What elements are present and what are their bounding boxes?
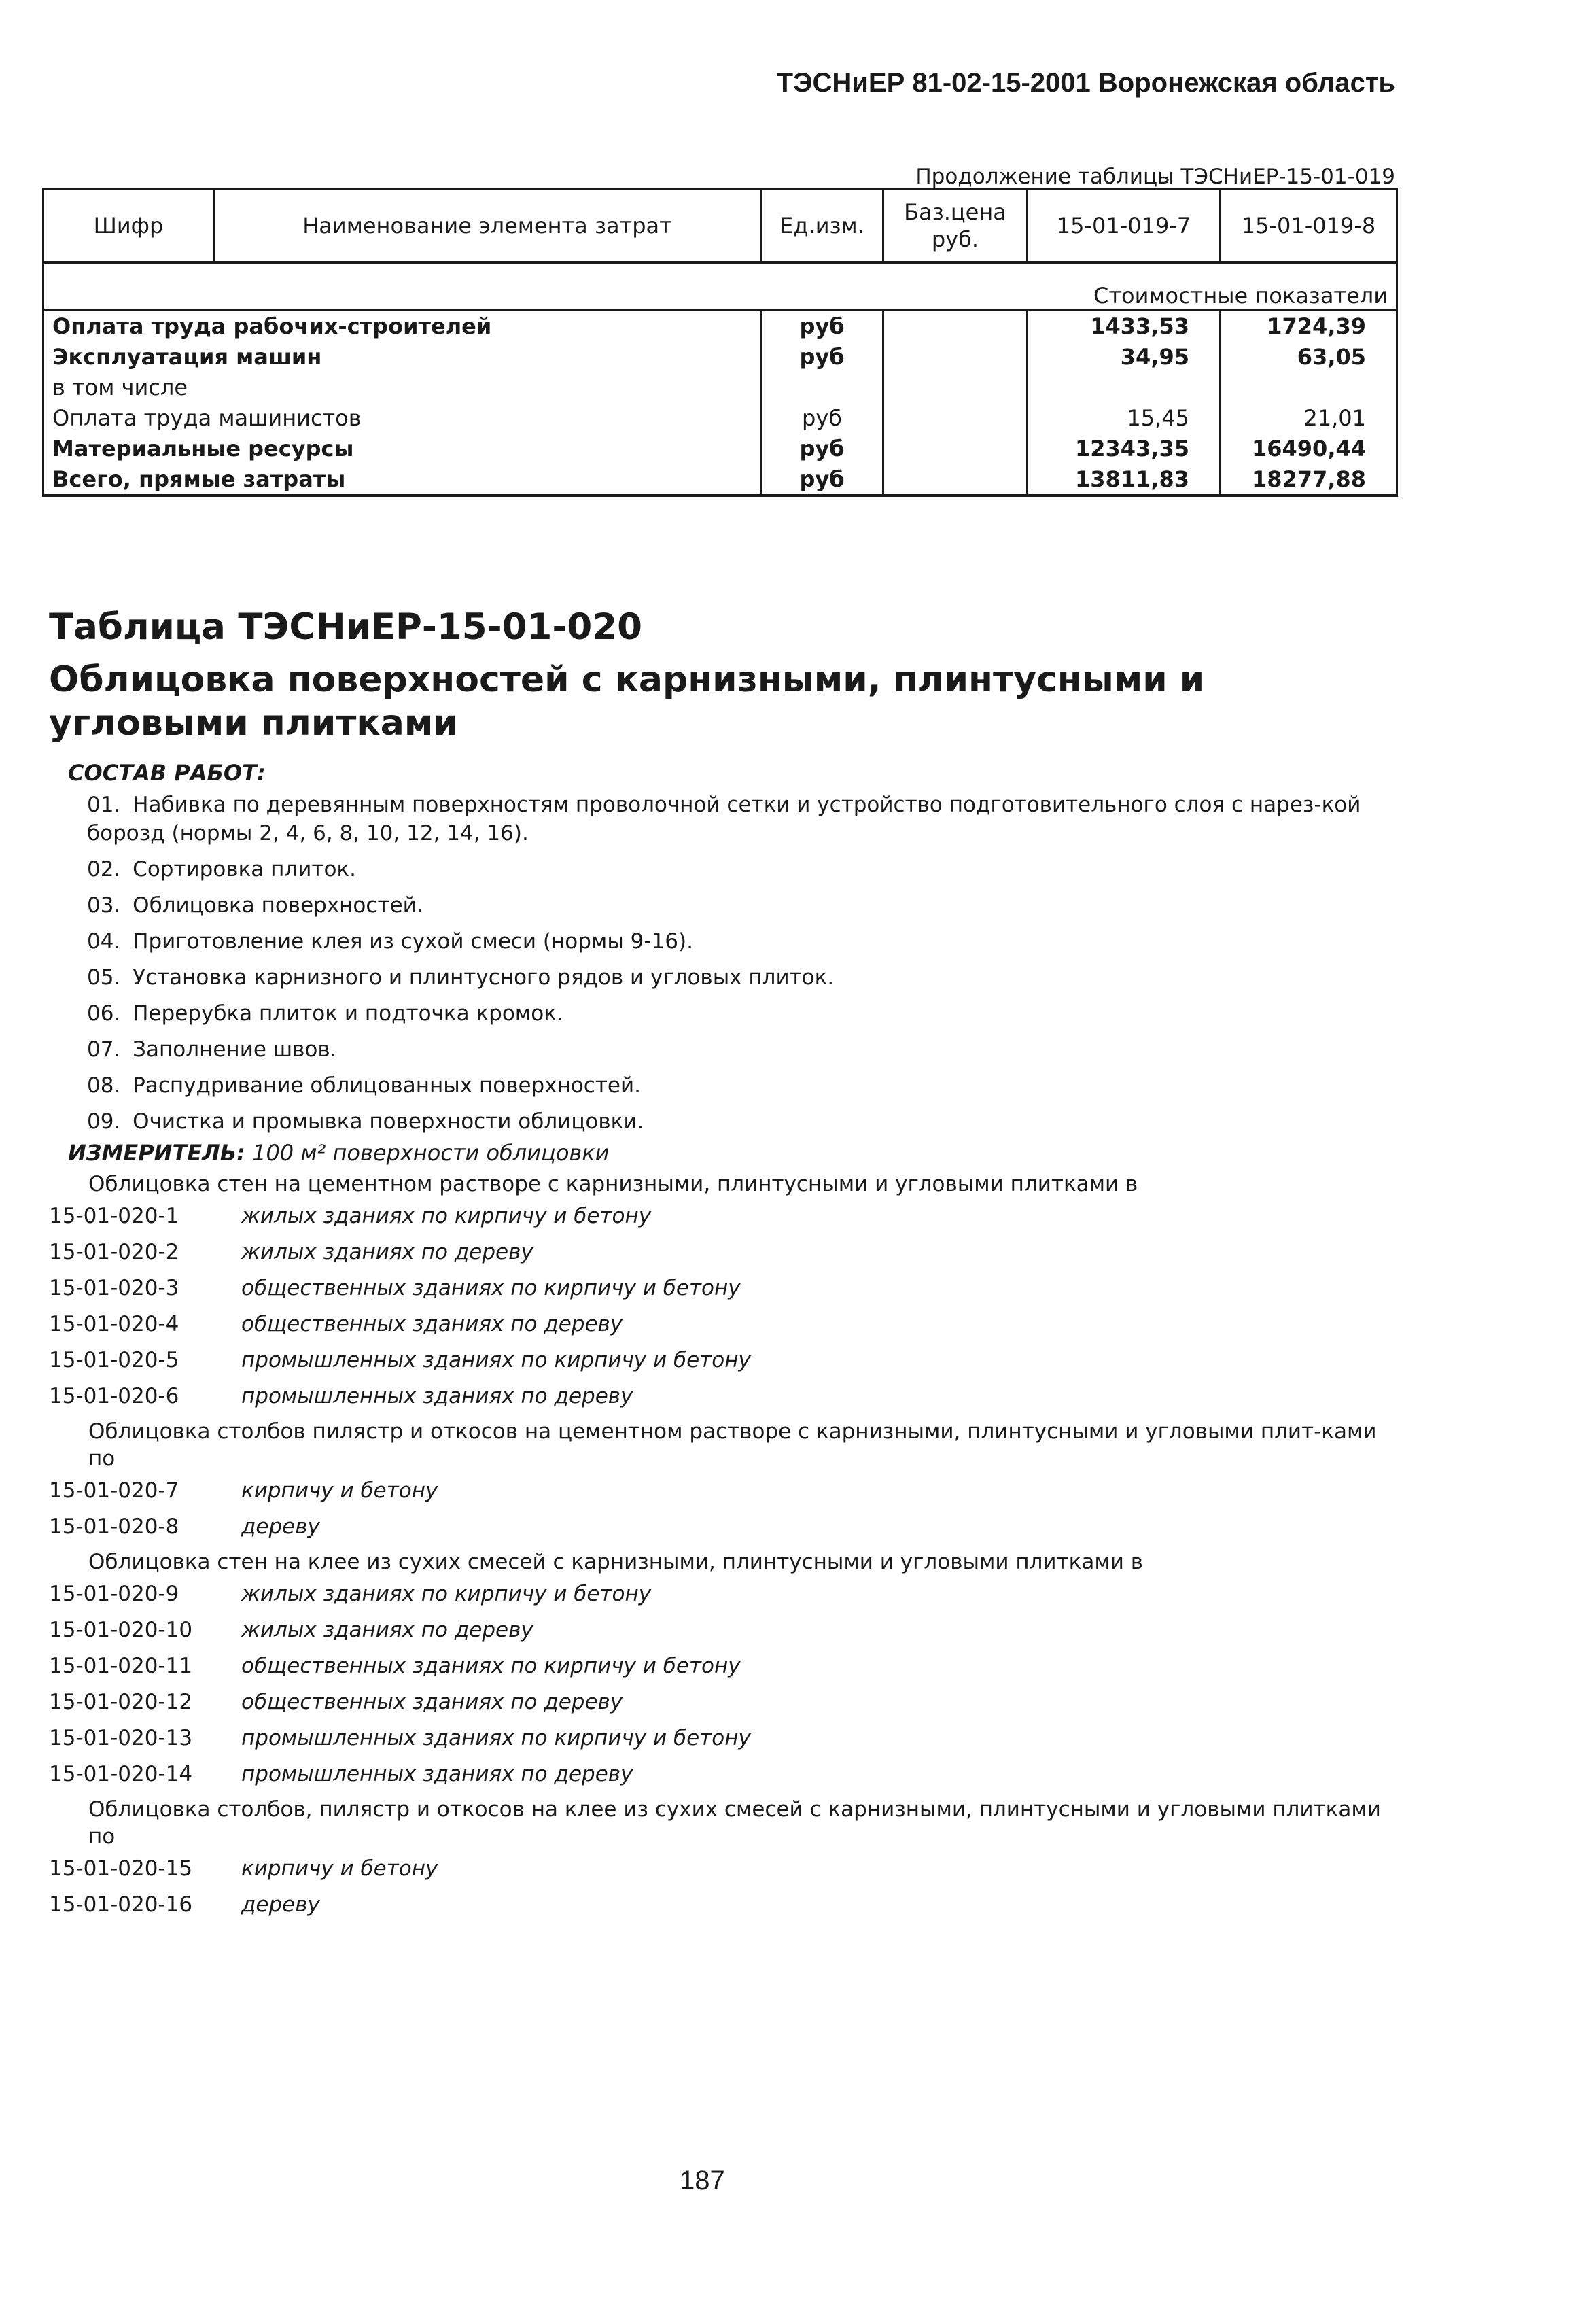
norm-code: 15-01-020-14 <box>49 1761 193 1786</box>
measure-line <box>68 1140 609 1166</box>
group-title: Облицовка стен на клее из сухих смесей с карнизными, плинтусными и угловыми плитками в <box>88 1550 1143 1574</box>
section-heading: Облицовка поверхностей с карнизными, плинтусными и угловыми плитками <box>49 659 1205 744</box>
row-value-7: 12343,35 <box>1028 433 1221 464</box>
cost-table <box>42 188 1398 497</box>
row-unit: руб <box>761 341 883 372</box>
row-value-7: 13811,83 <box>1028 464 1221 496</box>
norm-text: жилых зданиях по кирпичу и бетону <box>241 1203 652 1228</box>
norm-code: 15-01-020-12 <box>49 1689 193 1714</box>
list-item <box>49 1508 1381 1544</box>
work-text: Перерубка плиток и подточка кромок. <box>133 1001 563 1026</box>
list-item <box>49 1342 1381 1378</box>
col-header-code: Шифр <box>43 189 214 262</box>
norm-text: общественных зданиях по дереву <box>241 1689 623 1714</box>
list-item <box>87 855 1378 884</box>
row-value-8: 18277,88 <box>1221 464 1397 496</box>
norm-text: жилых зданиях по дереву <box>241 1239 533 1264</box>
row-unit: руб <box>761 464 883 496</box>
norm-code: 15-01-020-10 <box>49 1617 193 1642</box>
list-item <box>49 1684 1381 1720</box>
list-item <box>49 1720 1381 1756</box>
list-item <box>49 1756 1381 1792</box>
group-title: Облицовка столбов, пилястр и откосов на клее из сухих смесей с карнизными, плинтусными и угловыми плитками по <box>88 1797 1381 1849</box>
norms-list <box>49 1166 1381 1922</box>
work-text: Приготовление клея из сухой смеси (нормы 9-16). <box>133 929 693 954</box>
norm-text: кирпичу и бетону <box>241 1856 438 1881</box>
table-row <box>43 433 1397 464</box>
row-value-8: 63,05 <box>1221 341 1397 372</box>
table-row <box>43 341 1397 372</box>
list-item <box>87 999 1378 1028</box>
norm-code: 15-01-020-2 <box>49 1239 179 1264</box>
measure-value: 100 м² поверхности облицовки <box>252 1140 610 1166</box>
work-text: Заполнение швов. <box>133 1037 337 1062</box>
list-item <box>87 791 1378 848</box>
work-number: 02. <box>87 857 121 882</box>
list-item <box>87 1035 1378 1064</box>
col-header-019-8: 15-01-019-8 <box>1221 189 1397 262</box>
col-header-019-7: 15-01-019-7 <box>1028 189 1221 262</box>
norm-code: 15-01-020-6 <box>49 1383 179 1408</box>
row-value-7 <box>1028 372 1221 402</box>
norm-code: 15-01-020-13 <box>49 1725 193 1750</box>
norm-code: 15-01-020-11 <box>49 1653 193 1678</box>
norm-text: кирпичу и бетону <box>241 1478 438 1503</box>
norm-code: 15-01-020-16 <box>49 1892 193 1917</box>
page-header: ТЭСНиЕР 81-02-15-2001 Воронежская область <box>776 68 1395 98</box>
table-row <box>43 372 1397 402</box>
norm-text: жилых зданиях по дереву <box>241 1617 533 1642</box>
list-item <box>49 1850 1381 1886</box>
table-caption: Продолжение таблицы ТЭСНиЕР-15-01-019 <box>915 164 1395 189</box>
norm-text: дереву <box>241 1892 320 1917</box>
list-item <box>49 1306 1381 1342</box>
row-value-8 <box>1221 372 1397 402</box>
work-text: Сортировка плиток. <box>133 857 356 882</box>
norm-text: промышленных зданиях по дереву <box>241 1761 633 1786</box>
table-row <box>43 464 1397 496</box>
list-item <box>49 1378 1381 1414</box>
row-value-8: 21,01 <box>1221 402 1397 433</box>
row-name: Эксплуатация машин <box>43 341 761 372</box>
list-item <box>87 963 1378 992</box>
group-title: Облицовка стен на цементном растворе с карнизными, плинтусными и угловыми плитками в <box>88 1172 1138 1196</box>
table-row <box>43 310 1397 342</box>
work-number: 03. <box>87 893 121 918</box>
norm-text: промышленных зданиях по кирпичу и бетону <box>241 1725 751 1750</box>
works-list <box>87 791 1378 1143</box>
norm-text: общественных зданиях по кирпичу и бетону <box>241 1653 741 1678</box>
work-text: Набивка по деревянным поверхностям проволочной сетки и устройство подготовительного слоя с нарез-кой борозд (нормы 2, 4, 6, 8, 10, 12, 14, 16). <box>87 793 1361 846</box>
norm-code: 15-01-020-9 <box>49 1581 179 1606</box>
list-item <box>87 927 1378 956</box>
norm-text: общественных зданиях по кирпичу и бетону <box>241 1275 741 1300</box>
norm-code: 15-01-020-7 <box>49 1478 179 1503</box>
work-text: Очистка и промывка поверхности облицовки. <box>133 1109 644 1134</box>
work-number: 08. <box>87 1073 121 1098</box>
row-name: Всего, прямые затраты <box>43 464 761 496</box>
page-number: 187 <box>680 2166 725 2196</box>
subheader-label: Стоимостные показатели <box>1028 262 1397 310</box>
work-number: 04. <box>87 929 121 954</box>
row-name: Материальные ресурсы <box>43 433 761 464</box>
table-row <box>43 402 1397 433</box>
norm-text: промышленных зданиях по дереву <box>241 1383 633 1408</box>
col-header-unit: Ед.изм. <box>761 189 883 262</box>
list-item <box>87 1071 1378 1100</box>
list-item <box>49 1886 1381 1922</box>
norm-text: жилых зданиях по кирпичу и бетону <box>241 1581 652 1606</box>
norm-code: 15-01-020-3 <box>49 1275 179 1300</box>
work-number: 06. <box>87 1001 121 1026</box>
norm-code: 15-01-020-1 <box>49 1203 179 1228</box>
norm-text: общественных зданиях по дереву <box>241 1311 623 1336</box>
norm-code: 15-01-020-5 <box>49 1347 179 1372</box>
list-item <box>49 1198 1381 1234</box>
norm-code: 15-01-020-4 <box>49 1311 179 1336</box>
work-text: Облицовка поверхностей. <box>133 893 423 918</box>
row-name: в том числе <box>43 372 761 402</box>
list-item <box>49 1234 1381 1270</box>
list-item <box>49 1472 1381 1508</box>
row-name: Оплата труда машинистов <box>43 402 761 433</box>
list-item <box>87 1107 1378 1136</box>
row-value-7: 1433,53 <box>1028 310 1221 342</box>
subheader-row <box>43 262 1397 310</box>
norm-text: дереву <box>241 1514 320 1539</box>
row-value-8: 1724,39 <box>1221 310 1397 342</box>
table-title: Таблица ТЭСНиЕР-15-01-020 <box>49 606 642 648</box>
row-unit <box>761 372 883 402</box>
row-unit: руб <box>761 433 883 464</box>
work-text: Установка карнизного и плинтусного рядов и угловых плиток. <box>133 965 835 990</box>
row-value-7: 34,95 <box>1028 341 1221 372</box>
row-value-8: 16490,44 <box>1221 433 1397 464</box>
list-item <box>49 1576 1381 1612</box>
col-header-name: Наименование элемента затрат <box>214 189 761 262</box>
work-number: 05. <box>87 965 121 990</box>
list-item <box>49 1270 1381 1306</box>
list-item <box>49 1648 1381 1684</box>
norm-code: 15-01-020-15 <box>49 1856 193 1881</box>
measure-label: ИЗМЕРИТЕЛЬ: <box>68 1140 245 1166</box>
col-header-base-price: Баз.цена руб. <box>883 189 1028 262</box>
row-name: Оплата труда рабочих-строителей <box>43 310 761 342</box>
row-value-7: 15,45 <box>1028 402 1221 433</box>
work-number: 07. <box>87 1037 121 1062</box>
norm-text: промышленных зданиях по кирпичу и бетону <box>241 1347 751 1372</box>
list-item <box>87 891 1378 920</box>
group-title: Облицовка столбов пилястр и откосов на цементном растворе с карнизными, плинтусными и угловыми плит-ками по <box>88 1419 1377 1471</box>
work-number: 01. <box>87 793 121 817</box>
row-unit: руб <box>761 310 883 342</box>
table-header-row <box>43 189 1397 262</box>
list-item <box>49 1612 1381 1648</box>
works-label: СОСТАВ РАБОТ: <box>68 760 266 786</box>
norm-code: 15-01-020-8 <box>49 1514 179 1539</box>
work-text: Распудривание облицованных поверхностей. <box>133 1073 641 1098</box>
row-unit: руб <box>761 402 883 433</box>
work-number: 09. <box>87 1109 121 1134</box>
